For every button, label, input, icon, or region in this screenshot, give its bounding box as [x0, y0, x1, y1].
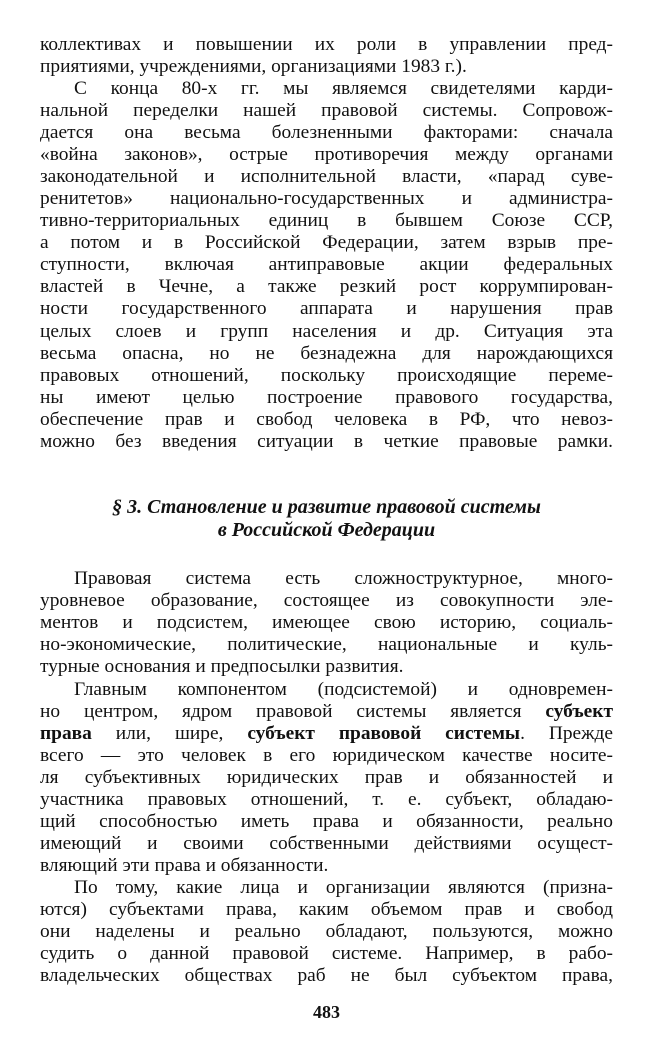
text-line: ля субъективных юридических прав и обязанностей и	[40, 767, 613, 789]
paragraph-subject-of-law	[40, 679, 613, 877]
text-line: «война законов», острые противоречия между органами	[40, 144, 613, 166]
text-line: ности государственного аппарата и нарушения прав	[40, 298, 613, 320]
text-line: С конца 80-х гг. мы являемся свидетелями карди-	[74, 78, 613, 99]
text-run: или, шире,	[91, 723, 248, 745]
text-line: тивно-территориальных единиц в бывшем Союзе ССР,	[40, 210, 613, 232]
text-line: коллективах и повышении их роли в управлении пред-	[40, 34, 613, 55]
heading-line: § 3. Становление и развитие правовой системы	[112, 496, 541, 518]
text-line: целых слоев и групп населения и др. Ситуация эта	[40, 320, 613, 342]
paragraph-legal-system-reform	[40, 78, 613, 453]
section-heading	[40, 496, 613, 542]
bold-term: права	[40, 723, 92, 745]
text-line: нальной переделки нашей правовой системы. Сопровож-	[40, 100, 613, 122]
text-line: властей в Чечне, а также резкий рост коррумпирован-	[40, 276, 613, 298]
text-line: дается она весьма болезненными факторами: сначала	[40, 122, 613, 144]
text-line: весьма опасна, но не безнадежна для нарождающихся	[40, 342, 613, 364]
paragraph-subjects-scope	[40, 877, 613, 987]
text-line: судить о данной правовой системе. Например, в рабо-	[40, 943, 613, 965]
text-line: они наделены и реально обладают, пользуются, можно	[40, 921, 613, 943]
text-line: ментов и подсистем, имеющее свою историю, социаль-	[40, 612, 613, 634]
text-line: но-экономические, политические, национальные и куль-	[40, 634, 613, 656]
text-line: а потом и в Российской Федерации, затем взрыв пре-	[40, 232, 613, 254]
text-run: . Прежде	[520, 723, 614, 745]
text-line: вляющий эти права и обязанности.	[40, 855, 329, 877]
bold-term: субъект правовой системы	[247, 723, 521, 745]
text-line: щий способностью иметь права и обязанности, реально	[40, 811, 613, 833]
text-line: правовых отношений, поскольку происходящие переме-	[40, 364, 613, 386]
text-line: турные основания и предпосылки развития.	[40, 656, 404, 678]
text-line	[40, 723, 613, 745]
text-line: По тому, какие лица и организации являются (призна-	[74, 877, 613, 898]
text-line: законодательной и исполнительной власти, «парад суве-	[40, 166, 613, 188]
text-line: можно без введения ситуации в четкие правовые рамки.	[40, 430, 613, 452]
page-number: 483	[313, 1002, 340, 1022]
text-line: имеющий и своими собственными действиями осущест-	[40, 833, 613, 855]
text-line: уровневое образование, состоящее из совокупности эле-	[40, 590, 613, 612]
bold-term: субъект	[545, 701, 613, 723]
text-run: но центром, ядром правовой системы является	[40, 701, 546, 723]
text-line: ренитетов» национально-государственных и администра-	[40, 188, 613, 210]
text-line	[40, 701, 613, 723]
text-line: Правовая система есть сложноструктурное, много-	[74, 568, 613, 589]
heading-line: в Российской Федерации	[217, 519, 436, 541]
text-line: ны имеют целью построение правового государства,	[40, 386, 613, 408]
paragraph-continuation	[40, 34, 613, 78]
text-line: владельческих обществах раб не был субъектом права,	[40, 965, 613, 987]
text-line: обеспечение прав и свобод человека в РФ, что невоз-	[40, 408, 613, 430]
text-line: участника правовых отношений, т. е. субъект, обладаю-	[40, 789, 613, 811]
text-line: ются) субъектами права, каким объемом прав и свобод	[40, 899, 613, 921]
text-line: всего — это человек в его юридическом качестве носите-	[40, 745, 613, 767]
text-line: Главным компонентом (подсистемой) и одновремен-	[74, 679, 613, 700]
paragraph-definition	[40, 568, 613, 678]
text-line: приятиями, учреждениями, организациями 1983 г.).	[40, 56, 467, 78]
text-line: ступности, включая антиправовые акции федеральных	[40, 254, 613, 276]
